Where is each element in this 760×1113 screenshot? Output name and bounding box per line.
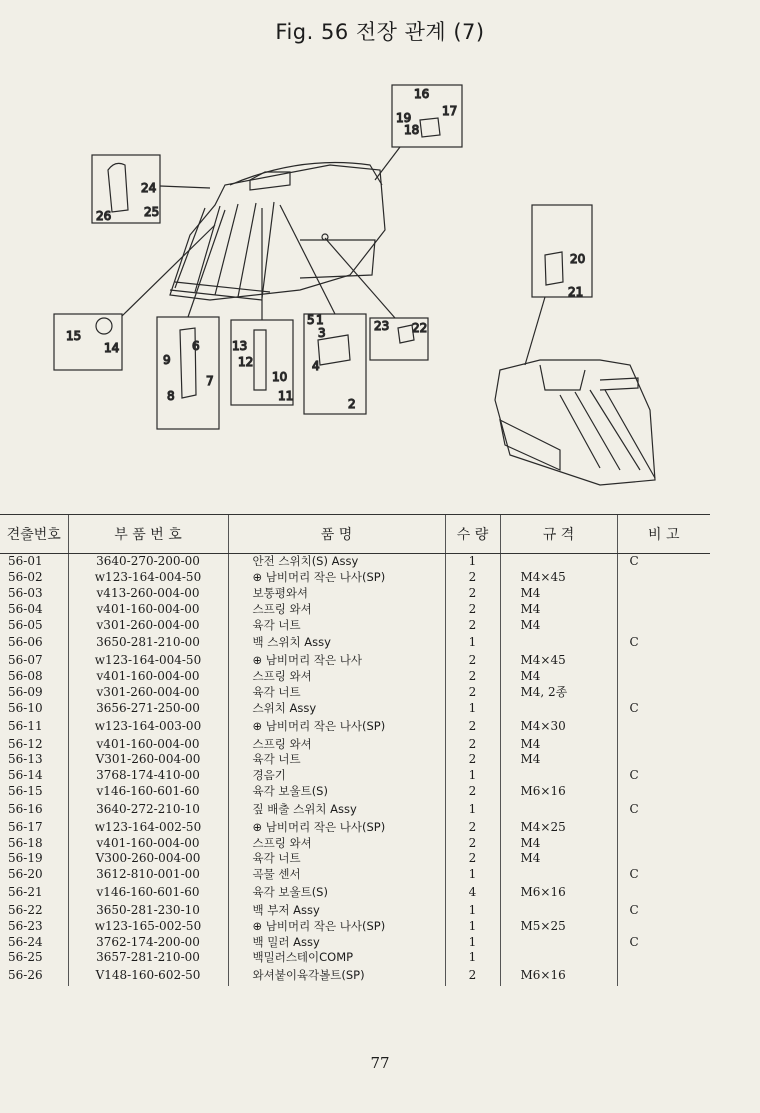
- index-cell: 56-22: [8, 902, 43, 917]
- remark-cell: C: [617, 867, 710, 883]
- index-cell: 56-07: [8, 653, 43, 668]
- table-row: [0, 570, 710, 586]
- header-quantity: 수 량: [445, 515, 500, 554]
- part-name-cell: 육각 보울트(S): [228, 784, 445, 800]
- spec-cell: M4×45: [500, 570, 617, 586]
- quantity-cell: 2: [445, 819, 500, 835]
- spec-cell: [500, 867, 617, 883]
- quantity-cell: 1: [445, 903, 500, 919]
- table-row: [0, 784, 710, 800]
- remark-cell: C: [617, 554, 710, 570]
- table-row: [0, 601, 710, 617]
- part-name-cell: ⊕ 남비머리 작은 나사(SP): [228, 716, 445, 736]
- part-name-cell: 육각 보울트(S): [228, 883, 445, 903]
- spec-cell: M4: [500, 617, 617, 633]
- callout-24: 24: [141, 181, 157, 195]
- table-row: [0, 950, 710, 966]
- table-row: [0, 716, 710, 736]
- index-cell: 56-20: [8, 867, 43, 882]
- quantity-cell: 2: [445, 653, 500, 669]
- quantity-cell: 1: [445, 633, 500, 653]
- table-row: [0, 685, 710, 701]
- part-name-cell: 백밀러스테이COMP: [228, 950, 445, 966]
- callout-6: 6: [192, 339, 200, 353]
- table-row: [0, 653, 710, 669]
- header-part-number: 부 품 번 호: [68, 515, 228, 554]
- remark-cell: C: [617, 700, 710, 716]
- spec-cell: [500, 934, 617, 950]
- part-name-cell: 육각 너트: [228, 851, 445, 867]
- callout-9: 9: [163, 353, 171, 367]
- index-cell: 56-13: [8, 752, 43, 767]
- part-number-cell: V148-160-602-50: [68, 966, 228, 986]
- part-number-cell: v413-260-004-00: [68, 586, 228, 602]
- remark-cell: C: [617, 934, 710, 950]
- spec-cell: M4: [500, 586, 617, 602]
- quantity-cell: 1: [445, 934, 500, 950]
- index-cell: 56-15: [8, 783, 43, 798]
- callout-13: 13: [232, 339, 248, 353]
- callout-15: 15: [66, 329, 82, 343]
- callout-12: 12: [238, 355, 254, 369]
- exploded-parts-diagram: [0, 60, 760, 500]
- part-number-cell: 3640-272-210-10: [68, 799, 228, 819]
- spec-cell: M4, 2종: [500, 685, 617, 701]
- remark-cell: [617, 653, 710, 669]
- parts-table: [0, 514, 710, 986]
- spec-cell: M4×30: [500, 716, 617, 736]
- index-cell: 56-21: [8, 885, 43, 900]
- part-number-cell: w123-165-002-50: [68, 918, 228, 934]
- index-cell: 56-17: [8, 819, 43, 834]
- quantity-cell: 1: [445, 768, 500, 784]
- part-number-cell: 3612-810-001-00: [68, 867, 228, 883]
- part-number-cell: 3640-270-200-00: [68, 554, 228, 570]
- header-index: 견출번호: [0, 515, 68, 554]
- index-cell: 56-05: [8, 617, 43, 632]
- index-cell: 56-01: [8, 554, 43, 569]
- index-cell: 56-10: [8, 700, 43, 715]
- quantity-cell: 2: [445, 752, 500, 768]
- parts-table-header: [0, 515, 710, 554]
- spec-cell: [500, 633, 617, 653]
- spec-cell: M4: [500, 752, 617, 768]
- part-name-cell: ⊕ 남비머리 작은 나사(SP): [228, 918, 445, 934]
- part-number-cell: 3650-281-230-10: [68, 903, 228, 919]
- spec-cell: M6×16: [500, 966, 617, 986]
- callout-5: 5: [307, 313, 315, 327]
- index-cell: 56-09: [8, 684, 43, 699]
- table-row: [0, 586, 710, 602]
- table-row: [0, 700, 710, 716]
- header-spec: 규 격: [500, 515, 617, 554]
- table-row: [0, 633, 710, 653]
- remark-cell: C: [617, 903, 710, 919]
- part-number-cell: 3768-174-410-00: [68, 768, 228, 784]
- part-number-cell: v401-160-004-00: [68, 669, 228, 685]
- table-row: [0, 799, 710, 819]
- remark-cell: [617, 669, 710, 685]
- table-row: [0, 752, 710, 768]
- index-cell: 56-14: [8, 768, 43, 783]
- table-row: [0, 819, 710, 835]
- header-remark: 비 고: [617, 515, 710, 554]
- callout-11: 11: [278, 389, 294, 403]
- spec-cell: [500, 903, 617, 919]
- table-row: [0, 966, 710, 986]
- spec-cell: M4: [500, 669, 617, 685]
- remark-cell: [617, 966, 710, 986]
- part-number-cell: V301-260-004-00: [68, 752, 228, 768]
- part-name-cell: 스프링 와셔: [228, 736, 445, 752]
- part-number-cell: V300-260-004-00: [68, 851, 228, 867]
- part-number-cell: 3762-174-200-00: [68, 934, 228, 950]
- spec-cell: [500, 950, 617, 966]
- part-number-cell: v401-160-004-00: [68, 736, 228, 752]
- remark-cell: [617, 784, 710, 800]
- spec-cell: [500, 700, 617, 716]
- callout-17: 17: [442, 104, 458, 118]
- remark-cell: [617, 918, 710, 934]
- remark-cell: [617, 819, 710, 835]
- spec-cell: [500, 554, 617, 570]
- page-number: 77: [370, 1054, 390, 1072]
- part-name-cell: 곡물 센서: [228, 867, 445, 883]
- quantity-cell: 2: [445, 669, 500, 685]
- remark-cell: [617, 752, 710, 768]
- spec-cell: M4: [500, 835, 617, 851]
- spec-cell: M4×25: [500, 819, 617, 835]
- callout-7: 7: [206, 374, 214, 388]
- index-cell: 56-02: [8, 570, 43, 585]
- table-row: [0, 918, 710, 934]
- quantity-cell: 2: [445, 966, 500, 986]
- index-cell: 56-03: [8, 585, 43, 600]
- table-row: [0, 617, 710, 633]
- part-number-cell: v146-160-601-60: [68, 784, 228, 800]
- remark-cell: [617, 586, 710, 602]
- part-number-cell: w123-164-004-50: [68, 570, 228, 586]
- index-cell: 56-25: [8, 950, 43, 965]
- callout-8: 8: [167, 389, 175, 403]
- part-name-cell: 육각 너트: [228, 685, 445, 701]
- remark-cell: C: [617, 633, 710, 653]
- part-name-cell: 와셔붙이육각볼트(SP): [228, 966, 445, 986]
- part-number-cell: v146-160-601-60: [68, 883, 228, 903]
- callout-1: 1: [316, 313, 324, 327]
- part-number-cell: v401-160-004-00: [68, 835, 228, 851]
- part-number-cell: w123-164-003-00: [68, 716, 228, 736]
- remark-cell: [617, 883, 710, 903]
- quantity-cell: 2: [445, 784, 500, 800]
- part-name-cell: 보통평와셔: [228, 586, 445, 602]
- part-name-cell: 스위치 Assy: [228, 700, 445, 716]
- callout-10: 10: [272, 370, 288, 384]
- index-cell: 56-12: [8, 736, 43, 751]
- part-name-cell: 스프링 와셔: [228, 669, 445, 685]
- quantity-cell: 2: [445, 851, 500, 867]
- remark-cell: [617, 716, 710, 736]
- remark-cell: [617, 736, 710, 752]
- spec-cell: M4: [500, 736, 617, 752]
- header-part-name: 품 명: [228, 515, 445, 554]
- remark-cell: [617, 570, 710, 586]
- spec-cell: [500, 799, 617, 819]
- part-name-cell: 백 밀러 Assy: [228, 934, 445, 950]
- combine-harvester-illustration: [170, 163, 385, 301]
- callout-21: 21: [568, 285, 584, 299]
- index-cell: 56-11: [8, 718, 43, 733]
- part-number-cell: w123-164-002-50: [68, 819, 228, 835]
- index-cell: 56-18: [8, 835, 43, 850]
- quantity-cell: 2: [445, 685, 500, 701]
- spec-cell: M6×16: [500, 883, 617, 903]
- quantity-cell: 2: [445, 835, 500, 851]
- table-row: [0, 554, 710, 570]
- part-name-cell: 스프링 와셔: [228, 601, 445, 617]
- part-name-cell: 육각 너트: [228, 617, 445, 633]
- callout-22: 22: [412, 321, 428, 335]
- index-cell: 56-06: [8, 635, 43, 650]
- callout-16: 16: [414, 87, 430, 101]
- part-name-cell: 육각 너트: [228, 752, 445, 768]
- index-cell: 56-19: [8, 851, 43, 866]
- table-row: [0, 867, 710, 883]
- spec-cell: M6×16: [500, 784, 617, 800]
- quantity-cell: 2: [445, 617, 500, 633]
- spec-cell: M4: [500, 851, 617, 867]
- part-name-cell: 짚 배출 스위치 Assy: [228, 799, 445, 819]
- part-name-cell: 경음기: [228, 768, 445, 784]
- table-row: [0, 934, 710, 950]
- index-cell: 56-04: [8, 601, 43, 616]
- remark-cell: [617, 685, 710, 701]
- spec-cell: M4×45: [500, 653, 617, 669]
- part-number-cell: v301-260-004-00: [68, 685, 228, 701]
- remark-cell: [617, 835, 710, 851]
- page-title: Fig. 56 전장 관계 (7): [275, 20, 485, 44]
- remark-cell: [617, 617, 710, 633]
- part-number-cell: 3650-281-210-00: [68, 633, 228, 653]
- quantity-cell: 2: [445, 736, 500, 752]
- index-cell: 56-26: [8, 968, 43, 983]
- index-cell: 56-24: [8, 934, 43, 949]
- remark-cell: C: [617, 799, 710, 819]
- callout-2: 2: [348, 397, 356, 411]
- quantity-cell: 1: [445, 700, 500, 716]
- callout-14: 14: [104, 341, 120, 355]
- part-number-cell: 3657-281-210-00: [68, 950, 228, 966]
- remark-cell: [617, 601, 710, 617]
- table-row: [0, 768, 710, 784]
- table-row: [0, 883, 710, 903]
- quantity-cell: 2: [445, 570, 500, 586]
- index-cell: 56-23: [8, 918, 43, 933]
- quantity-cell: 1: [445, 554, 500, 570]
- spec-cell: M5×25: [500, 918, 617, 934]
- table-row: [0, 736, 710, 752]
- part-number-cell: 3656-271-250-00: [68, 700, 228, 716]
- part-name-cell: ⊕ 남비머리 작은 나사: [228, 653, 445, 669]
- index-cell: 56-08: [8, 669, 43, 684]
- table-row: [0, 669, 710, 685]
- quantity-cell: 2: [445, 586, 500, 602]
- callout-26: 26: [96, 209, 112, 223]
- part-number-cell: w123-164-004-50: [68, 653, 228, 669]
- quantity-cell: 1: [445, 867, 500, 883]
- callout-19: 19: [396, 111, 412, 125]
- part-name-cell: 스프링 와셔: [228, 835, 445, 851]
- remark-cell: C: [617, 768, 710, 784]
- part-name-cell: 안전 스위치(S) Assy: [228, 554, 445, 570]
- quantity-cell: 1: [445, 950, 500, 966]
- quantity-cell: 1: [445, 799, 500, 819]
- part-name-cell: ⊕ 남비머리 작은 나사(SP): [228, 570, 445, 586]
- callout-23: 23: [374, 319, 390, 333]
- part-name-cell: 백 스위치 Assy: [228, 633, 445, 653]
- remark-cell: [617, 851, 710, 867]
- quantity-cell: 2: [445, 601, 500, 617]
- part-number-cell: v401-160-004-00: [68, 601, 228, 617]
- index-cell: 56-16: [8, 801, 43, 816]
- part-name-cell: ⊕ 남비머리 작은 나사(SP): [228, 819, 445, 835]
- callout-25: 25: [144, 205, 160, 219]
- part-number-cell: v301-260-004-00: [68, 617, 228, 633]
- spec-cell: M4: [500, 601, 617, 617]
- table-row: [0, 903, 710, 919]
- table-row: [0, 851, 710, 867]
- table-row: [0, 835, 710, 851]
- part-name-cell: 백 부저 Assy: [228, 903, 445, 919]
- callout-20: 20: [570, 252, 586, 266]
- quantity-cell: 2: [445, 716, 500, 736]
- callout-3: 3: [318, 326, 326, 340]
- quantity-cell: 4: [445, 883, 500, 903]
- callout-4: 4: [312, 359, 320, 373]
- remark-cell: [617, 950, 710, 966]
- spec-cell: [500, 768, 617, 784]
- callout-18: 18: [404, 123, 420, 137]
- detail-box-buzzer: [325, 238, 428, 360]
- combine-harvester-small-illustration: [495, 360, 655, 485]
- quantity-cell: 1: [445, 918, 500, 934]
